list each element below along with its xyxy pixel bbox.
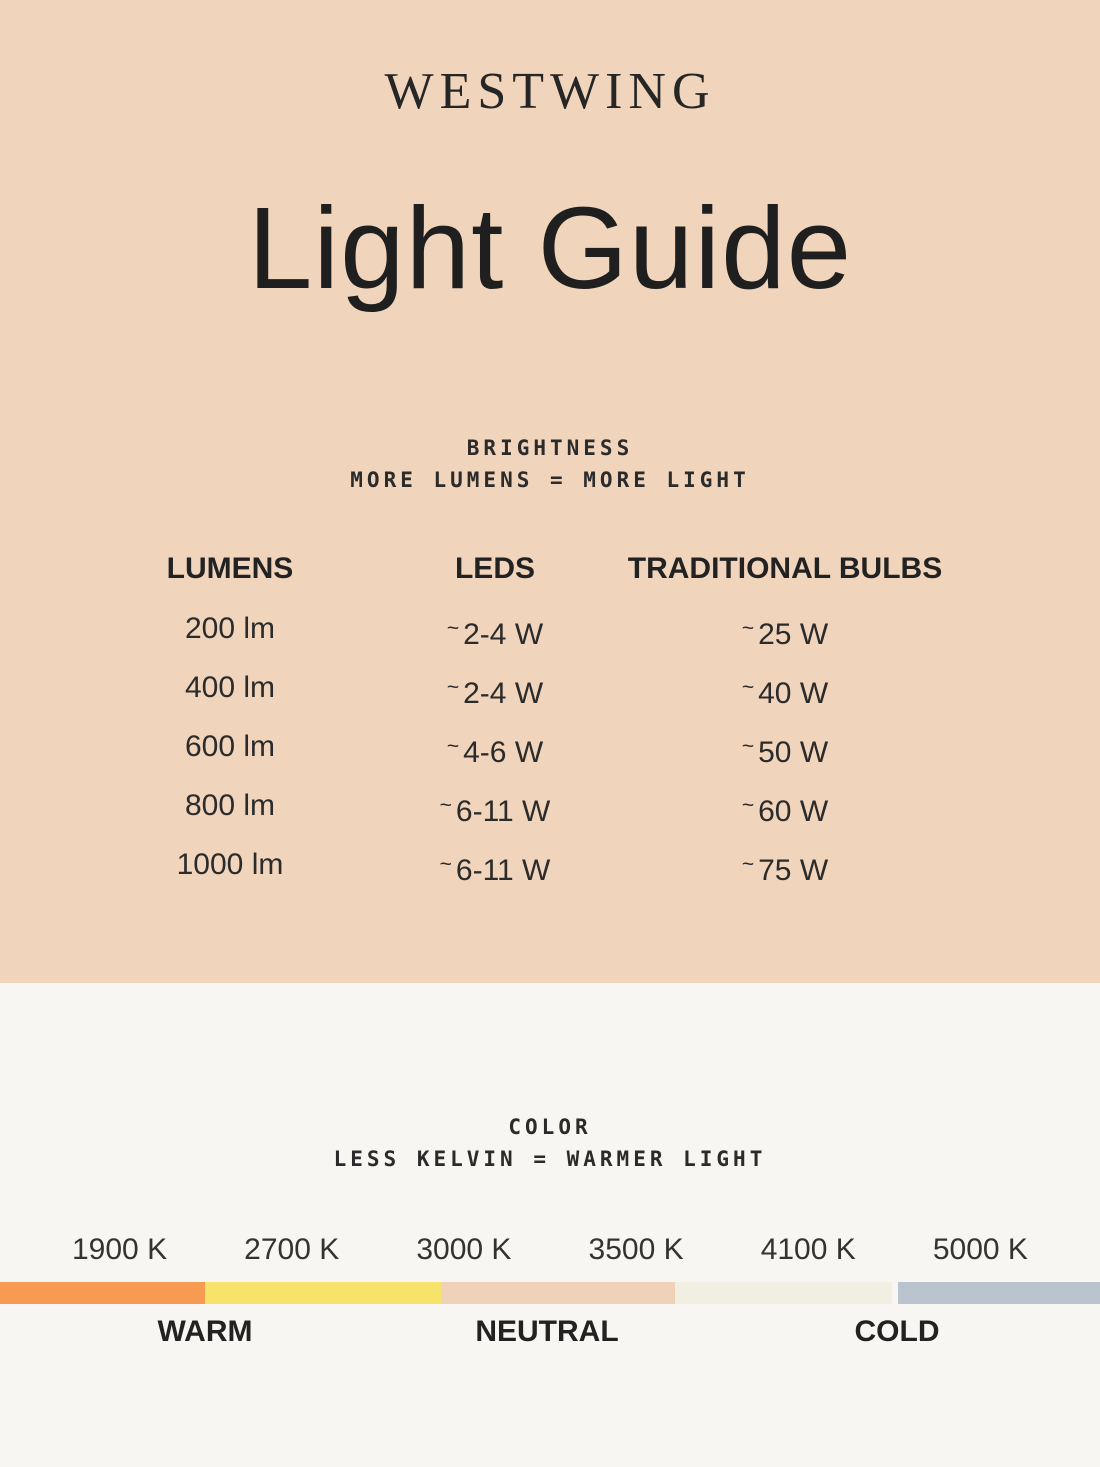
led-watts-value: ~ 6-11 W bbox=[370, 791, 620, 827]
approx-symbol: ~ bbox=[741, 676, 755, 699]
led-watts-value: ~ 2-4 W bbox=[370, 614, 620, 650]
scale-segment-cold-blue bbox=[898, 1282, 1100, 1304]
kelvin-label: 3500 K bbox=[588, 1233, 684, 1266]
lumens-value: 800 lm bbox=[184, 789, 276, 822]
lumens-value: 1000 lm bbox=[176, 848, 284, 881]
bulb-watts-value: ~ 25 W bbox=[620, 614, 950, 650]
approx-symbol: ~ bbox=[741, 794, 755, 817]
scale-segment-neutral-cream bbox=[675, 1282, 892, 1304]
brightness-heading: BRIGHTNESS bbox=[466, 436, 634, 460]
column-header-lumens: LUMENS bbox=[166, 552, 294, 585]
kelvin-label: 2700 K bbox=[244, 1233, 340, 1266]
approx-symbol: ~ bbox=[446, 617, 460, 640]
color-section bbox=[0, 983, 1100, 1467]
approx-symbol: ~ bbox=[741, 735, 755, 758]
brightness-subheading: MORE LUMENS = MORE LIGHT bbox=[350, 468, 750, 492]
color-temperature-scale-bar bbox=[0, 1282, 1100, 1304]
led-watts-value: ~ 6-11 W bbox=[370, 850, 620, 886]
lumens-value: 400 lm bbox=[184, 671, 276, 704]
bulb-watts-value: ~ 50 W bbox=[620, 732, 950, 768]
page-title: Light Guide bbox=[247, 183, 853, 313]
color-heading-block bbox=[0, 983, 1100, 1175]
approx-symbol: ~ bbox=[446, 676, 460, 699]
warm-label: WARM bbox=[157, 1315, 253, 1348]
neutral-label: NEUTRAL bbox=[475, 1315, 619, 1348]
cold-label: COLD bbox=[854, 1315, 940, 1348]
column-header-leds: LEDS bbox=[454, 552, 535, 585]
color-subheading: LESS KELVIN = WARMER LIGHT bbox=[333, 1147, 767, 1171]
approx-symbol: ~ bbox=[741, 853, 755, 876]
color-heading: COLOR bbox=[508, 1115, 592, 1139]
kelvin-label: 3000 K bbox=[416, 1233, 512, 1266]
approx-symbol: ~ bbox=[741, 617, 755, 640]
approx-symbol: ~ bbox=[439, 853, 452, 876]
kelvin-label: 1900 K bbox=[72, 1233, 168, 1266]
approx-symbol: ~ bbox=[446, 735, 460, 758]
wattage-table bbox=[90, 554, 950, 886]
bulb-watts-value: ~ 40 W bbox=[620, 673, 950, 709]
brand-logo: WESTWING bbox=[384, 63, 716, 120]
scale-segment-neutral-peach bbox=[441, 1282, 675, 1304]
temperature-labels bbox=[0, 1317, 1100, 1347]
scale-segment-warm-orange bbox=[0, 1282, 205, 1304]
scale-segment-warm-yellow bbox=[205, 1282, 441, 1304]
column-header-traditional-bulbs: TRADITIONAL BULBS bbox=[627, 552, 943, 585]
approx-symbol: ~ bbox=[439, 794, 452, 817]
bulb-watts-value: ~ 60 W bbox=[620, 791, 950, 827]
lumens-value: 200 lm bbox=[184, 612, 276, 645]
bulb-watts-value: ~ 75 W bbox=[620, 850, 950, 886]
kelvin-label: 5000 K bbox=[932, 1233, 1028, 1266]
led-watts-value: ~ 2-4 W bbox=[370, 673, 620, 709]
led-watts-value: ~ 4-6 W bbox=[370, 732, 620, 768]
kelvin-label: 4100 K bbox=[760, 1233, 856, 1266]
kelvin-scale-labels bbox=[0, 1235, 1100, 1265]
brightness-heading-block bbox=[0, 432, 1100, 496]
lumens-value: 600 lm bbox=[184, 730, 276, 763]
